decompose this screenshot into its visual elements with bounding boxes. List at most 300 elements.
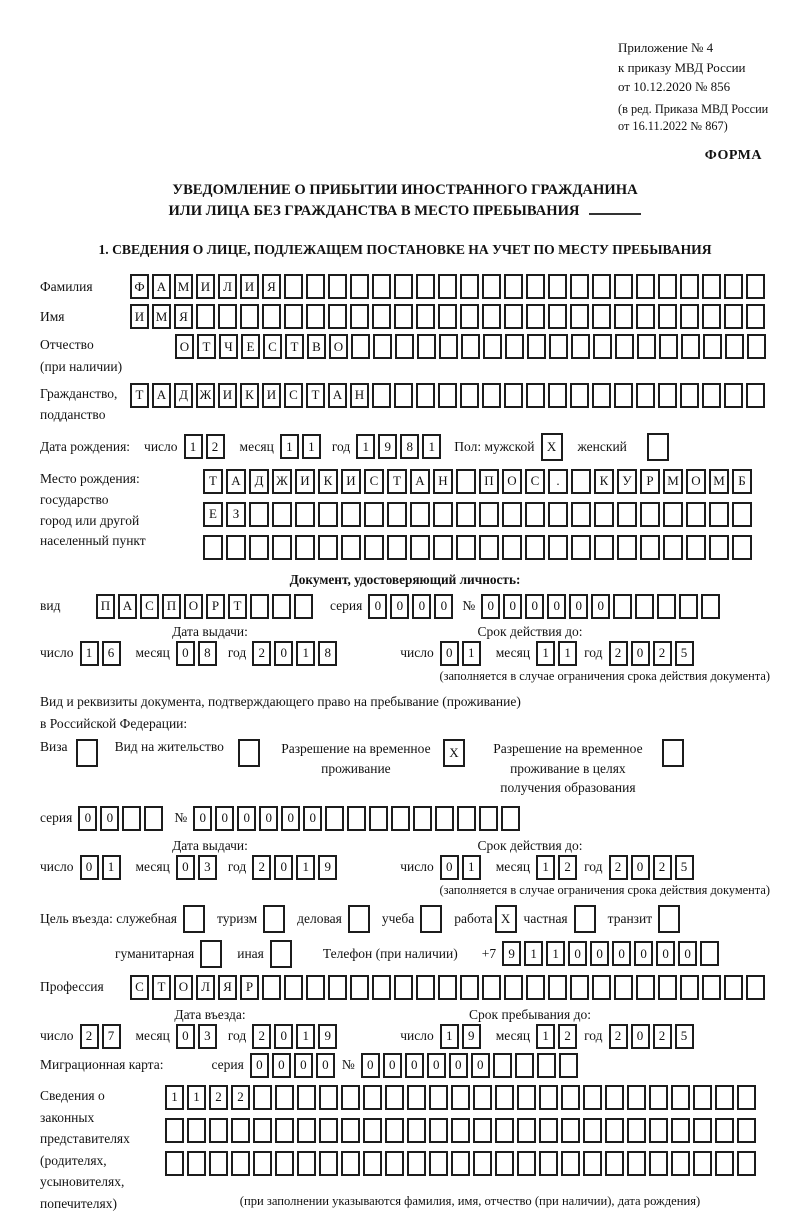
- char-box[interactable]: 1: [165, 1085, 184, 1110]
- char-box[interactable]: [495, 1151, 514, 1176]
- char-box[interactable]: [737, 1118, 756, 1143]
- char-box[interactable]: [592, 274, 611, 299]
- char-box[interactable]: [347, 806, 366, 831]
- char-box[interactable]: [539, 1118, 558, 1143]
- char-box[interactable]: [249, 502, 269, 527]
- char-box[interactable]: М: [709, 469, 729, 494]
- char-box[interactable]: [413, 806, 432, 831]
- char-box[interactable]: 8: [318, 641, 337, 666]
- char-box[interactable]: [200, 940, 222, 968]
- char-box[interactable]: [605, 1118, 624, 1143]
- char-box[interactable]: [724, 274, 743, 299]
- char-box[interactable]: В: [307, 334, 326, 359]
- char-box[interactable]: 0: [590, 941, 609, 966]
- char-box[interactable]: [348, 905, 370, 933]
- char-box[interactable]: 1: [80, 641, 99, 666]
- char-box[interactable]: [250, 594, 269, 619]
- char-box[interactable]: [663, 535, 683, 560]
- char-box[interactable]: [725, 334, 744, 359]
- char-box[interactable]: [373, 334, 392, 359]
- char-box[interactable]: 0: [383, 1053, 402, 1078]
- char-box[interactable]: 9: [378, 434, 397, 459]
- char-box[interactable]: [614, 274, 633, 299]
- char-box[interactable]: [407, 1151, 426, 1176]
- char-box[interactable]: М: [152, 304, 171, 329]
- char-box[interactable]: И: [295, 469, 315, 494]
- char-box[interactable]: [196, 304, 215, 329]
- char-box[interactable]: [249, 535, 269, 560]
- char-box[interactable]: 1: [356, 434, 375, 459]
- char-box[interactable]: [715, 1085, 734, 1110]
- char-box[interactable]: [680, 383, 699, 408]
- char-box[interactable]: [372, 304, 391, 329]
- char-box[interactable]: [451, 1151, 470, 1176]
- char-box[interactable]: 3: [198, 855, 217, 880]
- char-box[interactable]: [275, 1085, 294, 1110]
- char-box[interactable]: [270, 940, 292, 968]
- char-box[interactable]: [460, 274, 479, 299]
- char-box[interactable]: [495, 1118, 514, 1143]
- char-box[interactable]: [363, 1151, 382, 1176]
- char-box[interactable]: 2: [609, 641, 628, 666]
- char-box[interactable]: [502, 535, 522, 560]
- char-box[interactable]: [640, 535, 660, 560]
- char-box[interactable]: [429, 1085, 448, 1110]
- char-box[interactable]: [715, 1118, 734, 1143]
- char-box[interactable]: [649, 1118, 668, 1143]
- char-box[interactable]: [456, 502, 476, 527]
- char-box[interactable]: [526, 274, 545, 299]
- char-box[interactable]: [341, 502, 361, 527]
- char-box[interactable]: [548, 535, 568, 560]
- char-box[interactable]: [636, 383, 655, 408]
- char-box[interactable]: 9: [318, 1024, 337, 1049]
- char-box[interactable]: 0: [274, 641, 293, 666]
- char-box[interactable]: [451, 1085, 470, 1110]
- char-box[interactable]: [350, 975, 369, 1000]
- char-box[interactable]: 1: [546, 941, 565, 966]
- char-box[interactable]: М: [174, 274, 193, 299]
- char-box[interactable]: 2: [252, 1024, 271, 1049]
- char-box[interactable]: 9: [502, 941, 521, 966]
- char-box[interactable]: [680, 274, 699, 299]
- char-box[interactable]: [439, 334, 458, 359]
- char-box[interactable]: З: [226, 502, 246, 527]
- char-box[interactable]: Д: [249, 469, 269, 494]
- char-box[interactable]: [559, 1053, 578, 1078]
- char-box[interactable]: 1: [440, 1024, 459, 1049]
- char-box[interactable]: [479, 806, 498, 831]
- char-box[interactable]: [709, 502, 729, 527]
- char-box[interactable]: [709, 535, 729, 560]
- char-box[interactable]: [537, 1053, 556, 1078]
- char-box[interactable]: [319, 1085, 338, 1110]
- char-box[interactable]: И: [341, 469, 361, 494]
- char-box[interactable]: Н: [433, 469, 453, 494]
- char-box[interactable]: К: [240, 383, 259, 408]
- char-box[interactable]: [693, 1118, 712, 1143]
- char-box[interactable]: [504, 383, 523, 408]
- char-box[interactable]: [526, 975, 545, 1000]
- char-box[interactable]: [364, 535, 384, 560]
- char-box[interactable]: С: [284, 383, 303, 408]
- char-box[interactable]: 0: [631, 1024, 650, 1049]
- char-box[interactable]: 0: [259, 806, 278, 831]
- char-box[interactable]: [505, 334, 524, 359]
- char-box[interactable]: [328, 975, 347, 1000]
- char-box[interactable]: [495, 1085, 514, 1110]
- char-box[interactable]: [319, 1118, 338, 1143]
- char-box[interactable]: 0: [656, 941, 675, 966]
- char-box[interactable]: [387, 535, 407, 560]
- char-box[interactable]: [658, 304, 677, 329]
- char-box[interactable]: И: [240, 274, 259, 299]
- char-box[interactable]: 2: [206, 434, 225, 459]
- char-box[interactable]: Л: [218, 274, 237, 299]
- char-box[interactable]: [473, 1151, 492, 1176]
- char-box[interactable]: [387, 502, 407, 527]
- char-box[interactable]: [394, 274, 413, 299]
- char-box[interactable]: [570, 304, 589, 329]
- char-box[interactable]: [747, 334, 766, 359]
- char-box[interactable]: [438, 383, 457, 408]
- char-box[interactable]: 0: [405, 1053, 424, 1078]
- char-box[interactable]: [681, 334, 700, 359]
- char-box[interactable]: [438, 274, 457, 299]
- char-box[interactable]: Я: [218, 975, 237, 1000]
- char-box[interactable]: [144, 806, 163, 831]
- char-box[interactable]: [571, 469, 591, 494]
- char-box[interactable]: С: [140, 594, 159, 619]
- char-box[interactable]: [410, 502, 430, 527]
- char-box[interactable]: 0: [272, 1053, 291, 1078]
- char-box[interactable]: [438, 975, 457, 1000]
- char-box[interactable]: 0: [237, 806, 256, 831]
- char-box[interactable]: [284, 304, 303, 329]
- char-box[interactable]: И: [130, 304, 149, 329]
- char-box[interactable]: 1: [462, 855, 481, 880]
- char-box[interactable]: Т: [285, 334, 304, 359]
- char-box[interactable]: 0: [316, 1053, 335, 1078]
- char-box[interactable]: [649, 1085, 668, 1110]
- char-box[interactable]: [341, 535, 361, 560]
- char-box[interactable]: [517, 1151, 536, 1176]
- char-box[interactable]: 1: [302, 434, 321, 459]
- char-box[interactable]: [746, 383, 765, 408]
- char-box[interactable]: [482, 383, 501, 408]
- char-box[interactable]: [715, 1151, 734, 1176]
- char-box[interactable]: [341, 1085, 360, 1110]
- char-box[interactable]: 5: [675, 1024, 694, 1049]
- char-box[interactable]: Е: [241, 334, 260, 359]
- char-box[interactable]: [702, 383, 721, 408]
- char-box[interactable]: Р: [240, 975, 259, 1000]
- char-box[interactable]: [456, 535, 476, 560]
- char-box[interactable]: [737, 1085, 756, 1110]
- char-box[interactable]: [363, 1118, 382, 1143]
- char-box[interactable]: X: [443, 739, 465, 767]
- char-box[interactable]: [165, 1118, 184, 1143]
- char-box[interactable]: [594, 535, 614, 560]
- char-box[interactable]: 0: [427, 1053, 446, 1078]
- char-box[interactable]: [671, 1085, 690, 1110]
- char-box[interactable]: 0: [434, 594, 453, 619]
- char-box[interactable]: 9: [318, 855, 337, 880]
- char-box[interactable]: Б: [732, 469, 752, 494]
- char-box[interactable]: [548, 383, 567, 408]
- char-box[interactable]: [746, 274, 765, 299]
- char-box[interactable]: 1: [524, 941, 543, 966]
- char-box[interactable]: [527, 334, 546, 359]
- char-box[interactable]: [306, 304, 325, 329]
- char-box[interactable]: М: [663, 469, 683, 494]
- char-box[interactable]: 2: [653, 1024, 672, 1049]
- char-box[interactable]: П: [479, 469, 499, 494]
- char-box[interactable]: Я: [262, 274, 281, 299]
- char-box[interactable]: А: [118, 594, 137, 619]
- char-box[interactable]: [253, 1151, 272, 1176]
- char-box[interactable]: [613, 594, 632, 619]
- char-box[interactable]: 2: [558, 1024, 577, 1049]
- char-box[interactable]: [319, 1151, 338, 1176]
- char-box[interactable]: О: [502, 469, 522, 494]
- char-box[interactable]: [203, 535, 223, 560]
- char-box[interactable]: [571, 334, 590, 359]
- char-box[interactable]: [76, 739, 98, 767]
- char-box[interactable]: И: [196, 274, 215, 299]
- char-box[interactable]: 2: [231, 1085, 250, 1110]
- char-box[interactable]: [473, 1118, 492, 1143]
- char-box[interactable]: [416, 304, 435, 329]
- char-box[interactable]: С: [263, 334, 282, 359]
- char-box[interactable]: [460, 304, 479, 329]
- char-box[interactable]: [416, 274, 435, 299]
- char-box[interactable]: А: [226, 469, 246, 494]
- char-box[interactable]: Т: [130, 383, 149, 408]
- char-box[interactable]: 0: [250, 1053, 269, 1078]
- char-box[interactable]: [262, 975, 281, 1000]
- char-box[interactable]: П: [96, 594, 115, 619]
- char-box[interactable]: [306, 274, 325, 299]
- char-box[interactable]: [350, 274, 369, 299]
- char-box[interactable]: [570, 274, 589, 299]
- char-box[interactable]: [732, 535, 752, 560]
- char-box[interactable]: 2: [252, 641, 271, 666]
- char-box[interactable]: [253, 1085, 272, 1110]
- char-box[interactable]: [394, 304, 413, 329]
- char-box[interactable]: [732, 502, 752, 527]
- char-box[interactable]: [680, 304, 699, 329]
- char-box[interactable]: 1: [280, 434, 299, 459]
- char-box[interactable]: 1: [558, 641, 577, 666]
- char-box[interactable]: [297, 1118, 316, 1143]
- char-box[interactable]: 0: [547, 594, 566, 619]
- char-box[interactable]: [583, 1118, 602, 1143]
- char-box[interactable]: X: [495, 905, 517, 933]
- char-box[interactable]: [372, 383, 391, 408]
- char-box[interactable]: [637, 334, 656, 359]
- char-box[interactable]: [318, 535, 338, 560]
- char-box[interactable]: [526, 383, 545, 408]
- char-box[interactable]: 0: [368, 594, 387, 619]
- char-box[interactable]: [218, 304, 237, 329]
- char-box[interactable]: 0: [274, 1024, 293, 1049]
- char-box[interactable]: [539, 1151, 558, 1176]
- char-box[interactable]: [617, 502, 637, 527]
- char-box[interactable]: [272, 502, 292, 527]
- char-box[interactable]: [517, 1118, 536, 1143]
- char-box[interactable]: О: [175, 334, 194, 359]
- char-box[interactable]: [693, 1085, 712, 1110]
- char-box[interactable]: А: [410, 469, 430, 494]
- char-box[interactable]: 1: [296, 1024, 315, 1049]
- char-box[interactable]: [686, 502, 706, 527]
- char-box[interactable]: [636, 975, 655, 1000]
- char-box[interactable]: [686, 535, 706, 560]
- char-box[interactable]: [272, 594, 291, 619]
- char-box[interactable]: О: [174, 975, 193, 1000]
- char-box[interactable]: [636, 274, 655, 299]
- char-box[interactable]: Ж: [272, 469, 292, 494]
- char-box[interactable]: 0: [569, 594, 588, 619]
- char-box[interactable]: [515, 1053, 534, 1078]
- char-box[interactable]: [702, 304, 721, 329]
- char-box[interactable]: [391, 806, 410, 831]
- char-box[interactable]: [614, 304, 633, 329]
- char-box[interactable]: С: [130, 975, 149, 1000]
- char-box[interactable]: [502, 502, 522, 527]
- char-box[interactable]: Т: [306, 383, 325, 408]
- char-box[interactable]: [640, 502, 660, 527]
- char-box[interactable]: О: [686, 469, 706, 494]
- char-box[interactable]: [703, 334, 722, 359]
- char-box[interactable]: [295, 502, 315, 527]
- char-box[interactable]: [363, 1085, 382, 1110]
- char-box[interactable]: [369, 806, 388, 831]
- char-box[interactable]: 1: [422, 434, 441, 459]
- char-box[interactable]: [372, 975, 391, 1000]
- char-box[interactable]: [479, 535, 499, 560]
- char-box[interactable]: 1: [296, 855, 315, 880]
- char-box[interactable]: [605, 1151, 624, 1176]
- char-box[interactable]: Я: [174, 304, 193, 329]
- char-box[interactable]: 0: [176, 1024, 195, 1049]
- char-box[interactable]: 0: [176, 855, 195, 880]
- char-box[interactable]: 2: [653, 855, 672, 880]
- char-box[interactable]: [394, 975, 413, 1000]
- char-box[interactable]: [649, 1151, 668, 1176]
- char-box[interactable]: 0: [281, 806, 300, 831]
- char-box[interactable]: 0: [80, 855, 99, 880]
- char-box[interactable]: 2: [609, 855, 628, 880]
- char-box[interactable]: Т: [228, 594, 247, 619]
- char-box[interactable]: [680, 975, 699, 1000]
- char-box[interactable]: 0: [591, 594, 610, 619]
- char-box[interactable]: Л: [196, 975, 215, 1000]
- char-box[interactable]: [318, 502, 338, 527]
- char-box[interactable]: [517, 1085, 536, 1110]
- char-box[interactable]: [238, 739, 260, 767]
- char-box[interactable]: У: [617, 469, 637, 494]
- char-box[interactable]: [592, 304, 611, 329]
- char-box[interactable]: [636, 304, 655, 329]
- char-box[interactable]: [724, 975, 743, 1000]
- char-box[interactable]: [594, 502, 614, 527]
- char-box[interactable]: [702, 975, 721, 1000]
- char-box[interactable]: [614, 383, 633, 408]
- char-box[interactable]: [457, 806, 476, 831]
- char-box[interactable]: 0: [678, 941, 697, 966]
- char-box[interactable]: [549, 334, 568, 359]
- char-box[interactable]: 0: [568, 941, 587, 966]
- char-box[interactable]: 2: [80, 1024, 99, 1049]
- char-box[interactable]: [429, 1151, 448, 1176]
- char-box[interactable]: [504, 304, 523, 329]
- char-box[interactable]: К: [594, 469, 614, 494]
- char-box[interactable]: К: [318, 469, 338, 494]
- char-box[interactable]: 0: [634, 941, 653, 966]
- char-box[interactable]: [284, 274, 303, 299]
- char-box[interactable]: [702, 274, 721, 299]
- char-box[interactable]: [473, 1085, 492, 1110]
- char-box[interactable]: [627, 1085, 646, 1110]
- char-box[interactable]: Е: [203, 502, 223, 527]
- char-box[interactable]: [746, 304, 765, 329]
- char-box[interactable]: [253, 1118, 272, 1143]
- char-box[interactable]: [297, 1151, 316, 1176]
- char-box[interactable]: Т: [197, 334, 216, 359]
- char-box[interactable]: [183, 905, 205, 933]
- char-box[interactable]: [671, 1118, 690, 1143]
- char-box[interactable]: 0: [471, 1053, 490, 1078]
- char-box[interactable]: [350, 304, 369, 329]
- char-box[interactable]: [483, 334, 502, 359]
- char-box[interactable]: [226, 535, 246, 560]
- char-box[interactable]: [526, 304, 545, 329]
- char-box[interactable]: [617, 535, 637, 560]
- char-box[interactable]: [701, 594, 720, 619]
- char-box[interactable]: [548, 304, 567, 329]
- char-box[interactable]: [328, 274, 347, 299]
- char-box[interactable]: [295, 535, 315, 560]
- char-box[interactable]: 0: [390, 594, 409, 619]
- char-box[interactable]: [461, 334, 480, 359]
- char-box[interactable]: [724, 383, 743, 408]
- char-box[interactable]: [438, 304, 457, 329]
- char-box[interactable]: [325, 806, 344, 831]
- char-box[interactable]: Р: [206, 594, 225, 619]
- char-box[interactable]: Н: [350, 383, 369, 408]
- char-box[interactable]: О: [329, 334, 348, 359]
- char-box[interactable]: Т: [152, 975, 171, 1000]
- char-box[interactable]: [284, 975, 303, 1000]
- char-box[interactable]: 0: [449, 1053, 468, 1078]
- char-box[interactable]: 2: [209, 1085, 228, 1110]
- char-box[interactable]: И: [262, 383, 281, 408]
- char-box[interactable]: [372, 274, 391, 299]
- char-box[interactable]: [571, 502, 591, 527]
- char-box[interactable]: 0: [176, 641, 195, 666]
- char-box[interactable]: [306, 975, 325, 1000]
- char-box[interactable]: [700, 941, 719, 966]
- char-box[interactable]: [504, 975, 523, 1000]
- char-box[interactable]: 0: [412, 594, 431, 619]
- char-box[interactable]: [341, 1151, 360, 1176]
- char-box[interactable]: [647, 433, 669, 461]
- char-box[interactable]: [737, 1151, 756, 1176]
- char-box[interactable]: .: [548, 469, 568, 494]
- char-box[interactable]: [658, 905, 680, 933]
